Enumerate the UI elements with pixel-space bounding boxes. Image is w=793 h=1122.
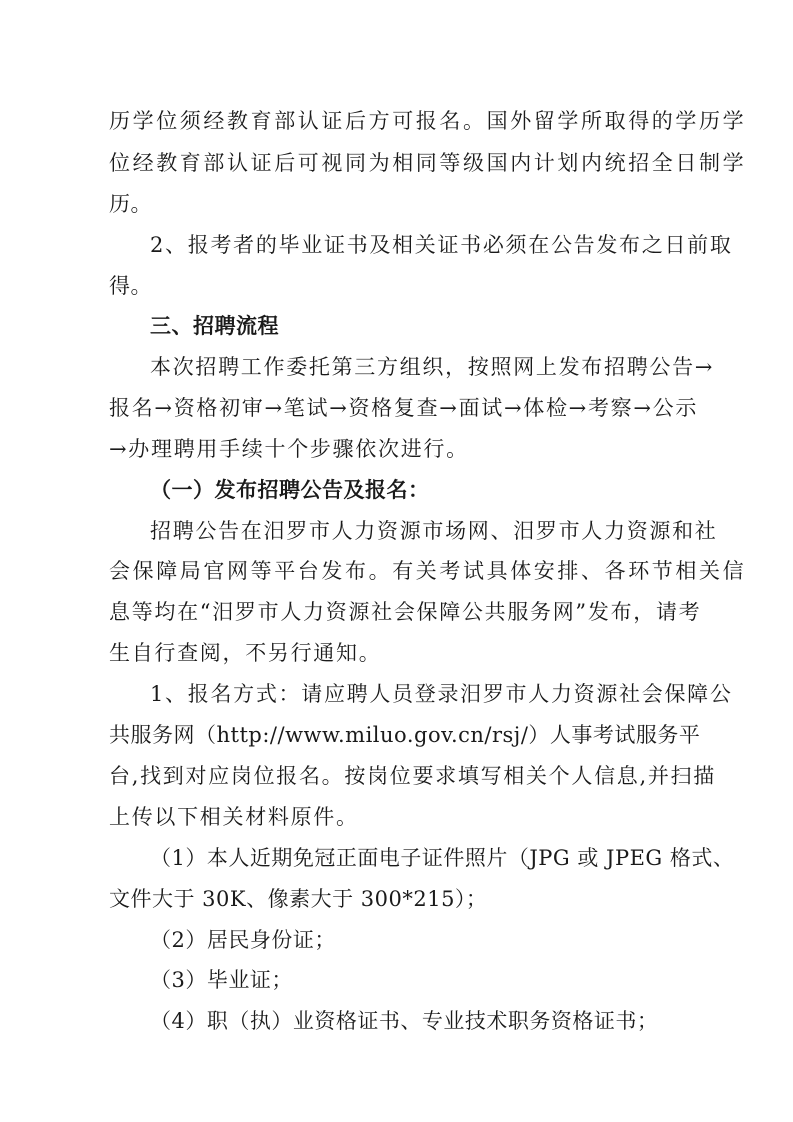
text-line-9: →办理聘用手续十个步骤依次进行。 bbox=[109, 437, 469, 461]
text-line-21: （2）居民身份证； bbox=[150, 928, 336, 952]
text-line-20: 文件大于 30K、像素大于 300*215）； bbox=[109, 887, 488, 911]
text-line-1: 历学位须经教育部认证后方可报名。国外留学所取得的学历学 bbox=[109, 109, 747, 133]
text-line-23: （4）职（执）业资格证书、专业技术职务资格证书； bbox=[150, 1009, 659, 1033]
text-line-11: 招聘公告在汨罗市人力资源市场网、汨罗市人力资源和社 bbox=[150, 519, 718, 543]
section-heading-recruitment-process: 三、招聘流程 bbox=[150, 314, 279, 338]
text-line-16: 共服务网（http://www.miluo.gov.cn/rsj/）人事考试服务平 bbox=[109, 723, 701, 747]
text-line-22: （3）毕业证； bbox=[150, 968, 293, 992]
text-line-5: 得。 bbox=[109, 274, 152, 298]
text-line-13: 息等均在“汨罗市人力资源社会保障公共服务网”发布，请考 bbox=[109, 600, 702, 624]
text-line-3: 历。 bbox=[109, 192, 152, 216]
text-line-18: 上传以下相关材料原件。 bbox=[109, 805, 359, 829]
text-line-4: 2、报考者的毕业证书及相关证书必须在公告发布之日前取 bbox=[150, 233, 733, 257]
text-line-19: （1）本人近期免冠正面电子证件照片（JPG 或 JPEG 格式、 bbox=[150, 846, 735, 870]
text-line-17: 台,找到对应岗位报名。按岗位要求填写相关个人信息,并扫描 bbox=[109, 764, 716, 788]
text-line-8: 报名→资格初审→笔试→资格复查→面试→体检→考察→公示 bbox=[109, 396, 699, 420]
text-line-7: 本次招聘工作委托第三方组织，按照网上发布招聘公告→ bbox=[150, 355, 715, 379]
text-line-2: 位经教育部认证后可视同为相同等级国内计划内统招全日制学 bbox=[109, 151, 747, 175]
subsection-heading-announcement: （一）发布招聘公告及报名： bbox=[150, 478, 430, 502]
text-line-12: 会保障局官网等平台发布。有关考试具体安排、各环节相关信 bbox=[109, 559, 747, 583]
text-line-14: 生自行查阅，不另行通知。 bbox=[109, 641, 382, 665]
text-line-15: 1、报名方式：请应聘人员登录汨罗市人力资源社会保障公 bbox=[150, 682, 733, 706]
